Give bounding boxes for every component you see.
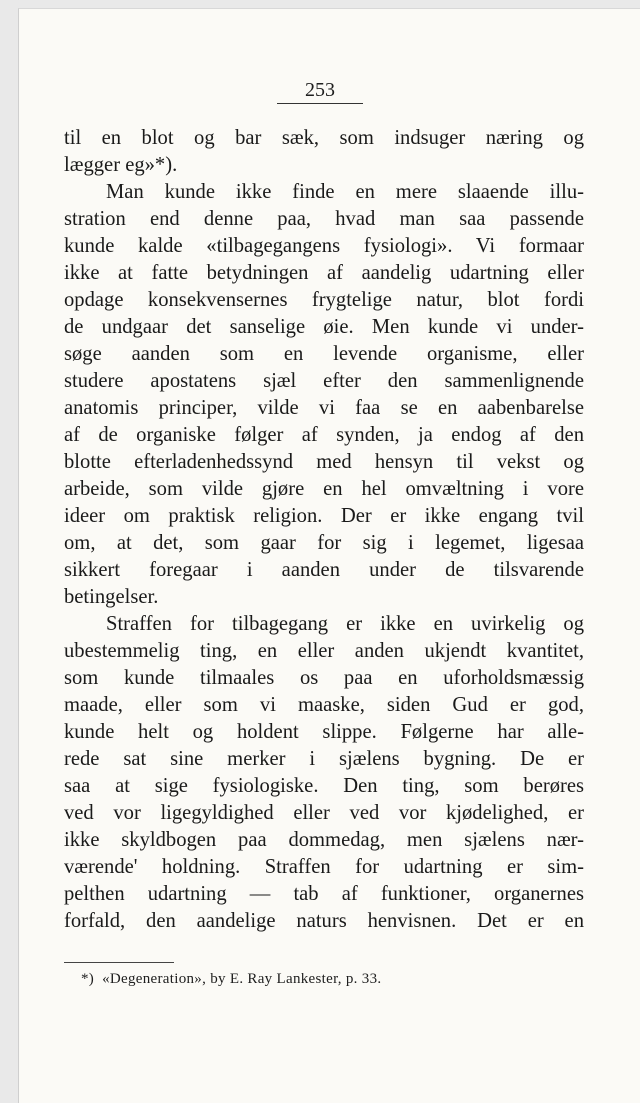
footnote-marker: *) — [81, 971, 95, 987]
book-page — [18, 8, 640, 1103]
text-line: Straffen for tilbagegang er ikke en uvirkelig og — [106, 613, 584, 635]
text-line: Man kunde ikke finde en mere slaaende illu- — [106, 181, 584, 203]
text-line: ideer om praktisk religion. Der er ikke engang tvil — [64, 505, 584, 527]
text-line: ikke skyldbogen paa dommedag, men sjælens nær- — [64, 829, 584, 851]
footnote-text: «Degeneration», by E. Ray Lankester, p. 33. — [102, 971, 382, 987]
text-line: saa at sige fysiologiske. Den ting, som berøres — [64, 775, 584, 797]
text-line: maade, eller som vi maaske, siden Gud er god, — [64, 694, 584, 716]
page-number: 253 — [277, 79, 363, 104]
text-line: pelthen udartning — tab af funktioner, organernes — [64, 883, 584, 905]
text-line: til en blot og bar sæk, som indsuger næring og — [64, 127, 584, 149]
text-line: arbeide, som vilde gjøre en hel omvæltning i vore — [64, 478, 584, 500]
footnote — [81, 971, 381, 988]
text-line: værende' holdning. Straffen for udartning er sim- — [64, 856, 584, 878]
text-line: ikke at fatte betydningen af aandelig udartning eller — [64, 262, 584, 284]
text-line: kunde helt og holdent slippe. Følgerne har alle- — [64, 721, 584, 743]
text-line: betingelser. — [64, 586, 159, 608]
text-line: sikkert foregaar i aanden under de tilsvarende — [64, 559, 584, 581]
text-line: studere apostatens sjæl efter den sammenlignende — [64, 370, 584, 392]
text-line: søge aanden som en levende organisme, eller — [64, 343, 584, 365]
text-line: forfald, den aandelige naturs henvisnen. Det er en — [64, 910, 584, 932]
text-line: om, at det, som gaar for sig i legemet, ligesaa — [64, 532, 584, 554]
text-line: stration end denne paa, hvad man saa passende — [64, 208, 584, 230]
footnote-rule — [64, 962, 174, 963]
text-line: som kunde tilmaales os paa en uforholdsmæssig — [64, 667, 584, 689]
text-line: af de organiske følger af synden, ja endog af den — [64, 424, 584, 446]
text-line: de undgaar det sanselige øie. Men kunde vi under- — [64, 316, 584, 338]
text-line: ubestemmelig ting, en eller anden ukjendt kvantitet, — [64, 640, 584, 662]
text-line: ved vor ligegyldighed eller ved vor kjødelighed, er — [64, 802, 584, 824]
text-line: anatomis principer, vilde vi faa se en aabenbarelse — [64, 397, 584, 419]
text-line: blotte efterladenhedssynd med hensyn til vekst og — [64, 451, 584, 473]
text-line: kunde kalde «tilbagegangens fysiologi». Vi formaar — [64, 235, 584, 257]
text-line: opdage konsekvensernes frygtelige natur, blot fordi — [64, 289, 584, 311]
text-line: rede sat sine merker i sjælens bygning. De er — [64, 748, 584, 770]
body-text — [64, 125, 584, 935]
text-line: lægger eg»*). — [64, 154, 178, 176]
